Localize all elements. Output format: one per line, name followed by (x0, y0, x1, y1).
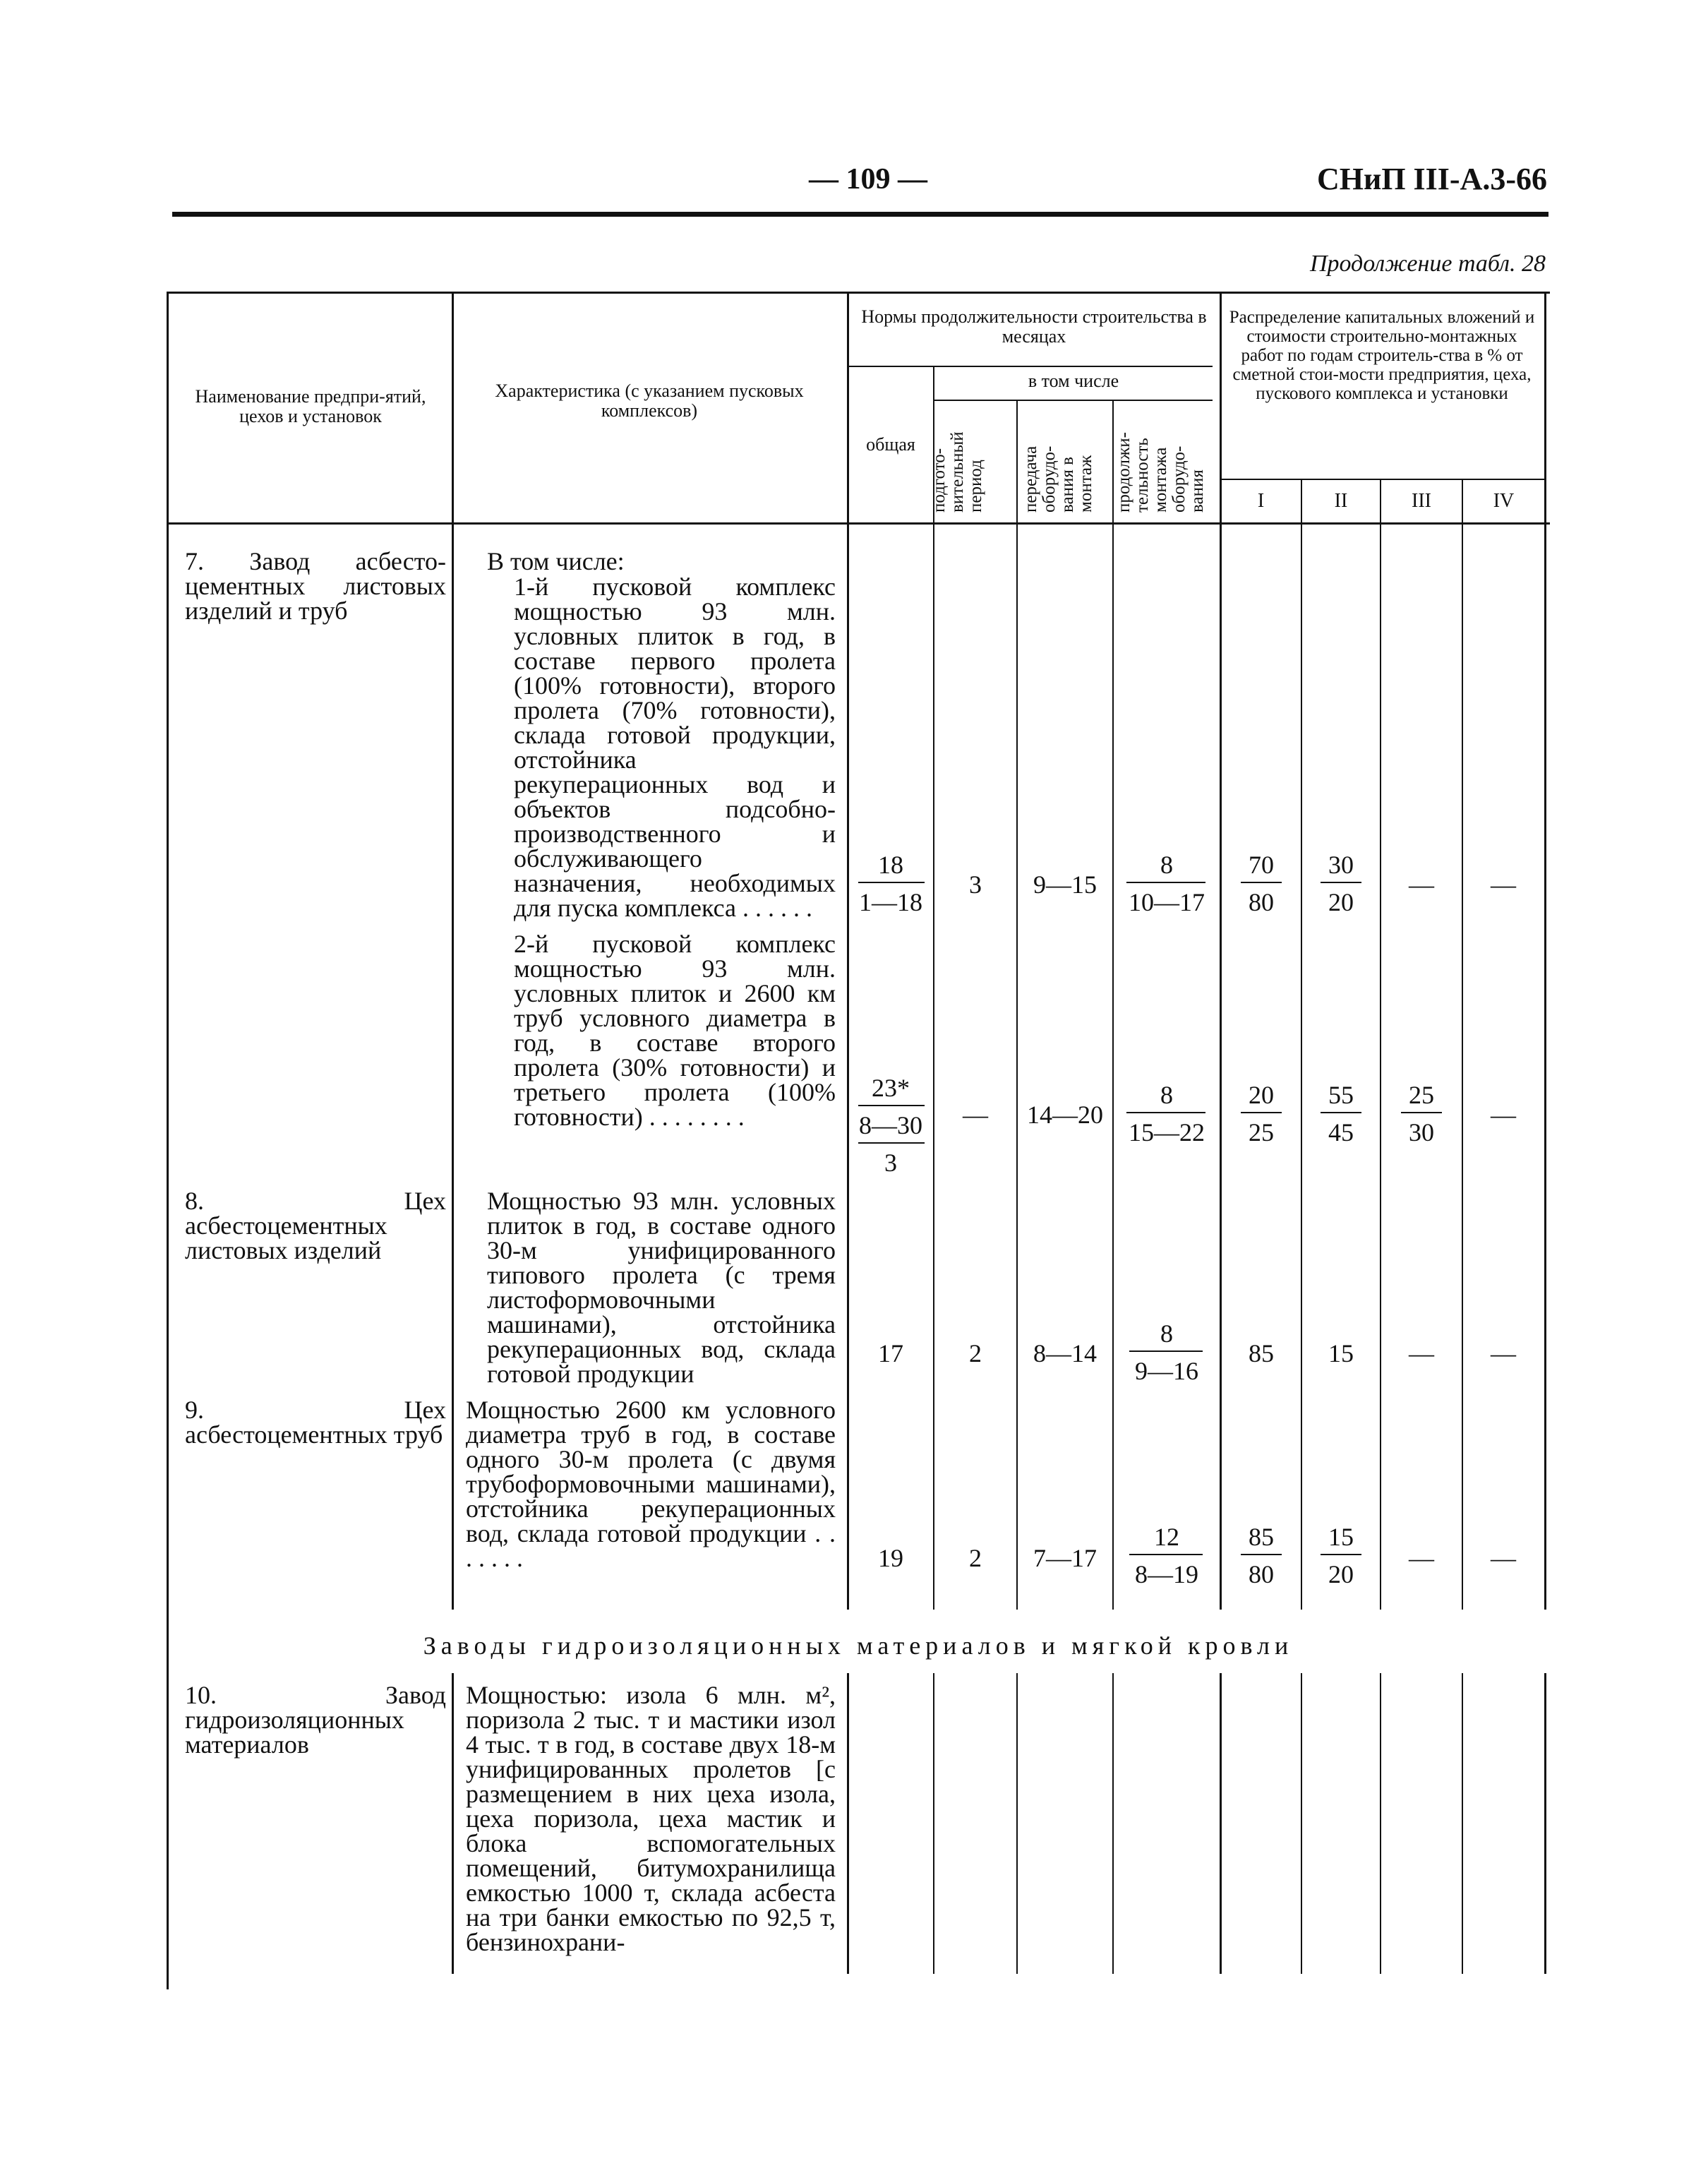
row8-name: 8. Цех асбестоцементных листовых изделий (185, 1187, 446, 1264)
row8-transfer: 8—14 (1033, 1339, 1097, 1367)
row7-c2-transfer: 14—20 (1027, 1101, 1103, 1129)
page-number: — 109 — (809, 163, 927, 196)
body-divider-norms-1 (1220, 524, 1222, 1610)
body-divider-y1-2 (1301, 1673, 1302, 1974)
col-divider-char (847, 292, 849, 522)
row7-c2-prep: — (963, 1101, 988, 1129)
row9-name: 9. Цех асбестоцементных труб (185, 1396, 446, 1449)
body-right-edge-1 (1544, 524, 1546, 1610)
row9-year2-bar (1321, 1554, 1361, 1555)
header-year-1: I (1257, 490, 1265, 512)
row7-complex1-text: 1-й пусковой комплекс мощностью 93 млн. условных плиток в год, в составе первого пролета (100% готовности), второго пролета (70% готовности), склада готовой продукции, отстойника рекуперационных вод и объектов подсобно-производственного и обслуживающего назначения, необходимых для пуска комплекса . . . . . . (514, 573, 836, 922)
body-divider-y2-1 (1380, 524, 1381, 1610)
row7-c1-install-bottom: 10—17 (1129, 888, 1205, 916)
row8-install-bottom: 9—16 (1135, 1357, 1198, 1385)
header-norms-group: Нормы продолжительности строительства в месяцах (861, 306, 1207, 347)
row7-c2-total-top: 23* (872, 1074, 910, 1102)
row9-total: 19 (878, 1544, 903, 1572)
header-equipment-transfer: передача оборудо-вания в монтаж (1021, 445, 1095, 513)
row8-prep: 2 (969, 1339, 982, 1367)
row10-text: Мощностью: изола 6 млн. м², поризола 2 тыс. т и мастики изол 4 тыс. т в год, в составе двух 18-м унифицированных пролетов [с размещением в них цеха изола, цеха поризола, цеха мастик и блока вспомогательных помещений, битумохранилища емкостью 1000 т, склада асбеста на три банки емкостью по 92,5 т, бензинохрани- (466, 1681, 836, 1956)
row7-complex2-text: 2-й пусковой комплекс мощностью 93 млн. условных плиток и 2600 км труб условного диаметра в год, в составе второго пролета (30% готовности) и третьего пролета (100% готовности) . . . . . . . . (514, 930, 836, 1131)
header-col-name: Наименование предпри-ятий, цехов и установок (195, 386, 426, 426)
row8-year1: 85 (1249, 1339, 1274, 1367)
row7-c1-total-bar (858, 882, 925, 883)
header-bottom-rule (167, 522, 1550, 525)
row7-c2-year3-top: 25 (1409, 1081, 1434, 1109)
body-divider-name-2 (452, 1673, 454, 1974)
body-divider-total-2 (933, 1673, 934, 1974)
body-divider-y1-1 (1301, 524, 1302, 1610)
header-installation-duration: продолжи-тельность монтажа оборудо-вания (1114, 431, 1207, 513)
row7-c2-year3-bottom: 30 (1409, 1118, 1434, 1146)
row7-c2-install-bar (1126, 1112, 1205, 1113)
row7-c1-year3: — (1409, 870, 1434, 899)
header-prep-period: подгото-вительный период (930, 431, 985, 513)
body-divider-prep-2 (1016, 1673, 1018, 1974)
row9-year1-top: 85 (1249, 1523, 1274, 1551)
row8-install-bar (1129, 1350, 1203, 1352)
row7-c2-total-bar1 (858, 1105, 925, 1106)
row7-c1-install-bar (1126, 882, 1205, 883)
row7-c2-year1-top: 20 (1249, 1081, 1274, 1109)
row9-year1-bottom: 80 (1249, 1560, 1274, 1588)
table-top-rule (167, 292, 1550, 294)
row7-c1-year4: — (1491, 870, 1516, 899)
row9-transfer: 7—17 (1033, 1544, 1097, 1572)
row7-c1-year2-top: 30 (1328, 851, 1354, 879)
col-divider-name (452, 292, 454, 522)
table-left-edge (167, 292, 169, 1989)
row8-total: 17 (878, 1339, 903, 1367)
row7-c1-year2-bar (1321, 882, 1361, 883)
row7-c2-total-middle: 8—30 (859, 1111, 922, 1139)
row7-c2-year4: — (1491, 1101, 1516, 1129)
body-divider-y3-1 (1462, 524, 1463, 1610)
row7-c2-year2-bar (1321, 1112, 1361, 1113)
header-year-3: III (1412, 490, 1431, 512)
body-divider-name-1 (452, 524, 454, 1610)
header-total: общая (866, 434, 915, 455)
table-continuation-caption: Продолжение табл. 28 (1309, 251, 1546, 277)
row7-c2-year2-bottom: 45 (1328, 1118, 1354, 1146)
document-code: СНиП III-А.3-66 (1316, 162, 1547, 196)
section-title: Заводы гидроизоляционных материалов и мягкой кровли (423, 1631, 1294, 1660)
body-divider-char-1 (847, 524, 849, 1610)
row7-intro: В том числе: (487, 547, 625, 575)
body-divider-prep-1 (1016, 524, 1018, 1610)
row10-name: 10. Завод гидроизоляционных материалов (185, 1681, 446, 1759)
body-divider-norms-2 (1220, 1673, 1222, 1974)
row7-c2-year2-top: 55 (1328, 1081, 1354, 1109)
incl-subrule (933, 400, 1213, 401)
norms-subrule (847, 366, 1213, 367)
body-divider-char-2 (847, 1673, 849, 1974)
row7-c2-total-bar2 (858, 1142, 925, 1144)
header-col-characteristic: Характеристика (с указанием пусковых комплексов) (495, 381, 804, 421)
row7-c2-total-bottom: 3 (884, 1149, 897, 1177)
row7-c2-year1-bottom: 25 (1249, 1118, 1274, 1146)
body-divider-y3-2 (1462, 1673, 1463, 1974)
row7-c1-year2-bottom: 20 (1328, 888, 1354, 916)
row7-c1-total-bottom: 1—18 (859, 888, 922, 916)
row7-c1-total-top: 18 (878, 851, 903, 879)
row9-text: Мощностью 2600 км условного диаметра труб в год, в составе одного 30-м пролета (с двумя трубоформовочными машинами), отстойника рекуперационных вод, склада готовой продукции . . . . . . . (466, 1396, 836, 1572)
table-right-edge (1544, 292, 1546, 522)
row8-install-top: 8 (1160, 1319, 1173, 1348)
row7-c1-prep: 3 (969, 870, 982, 899)
row7-c2-year1-bar (1241, 1112, 1282, 1113)
header-year-4: IV (1493, 490, 1515, 512)
header-distribution: Распределение капитальных вложений и стоимости строительно-монтажных работ по годам строитель-ства в % от сметной стои-мости предприятия, цеха, пускового комплекса и установки (1229, 308, 1535, 403)
row9-year2-top: 15 (1328, 1523, 1354, 1551)
row9-year4: — (1491, 1544, 1516, 1572)
years-subrule (1221, 479, 1544, 480)
header-year-2: II (1334, 490, 1348, 512)
row7-c2-install-top: 8 (1160, 1081, 1173, 1109)
body-divider-total-1 (933, 524, 934, 1610)
col-divider-transfer (1112, 400, 1114, 522)
row7-c1-year1-bar (1241, 882, 1282, 883)
row7-c1-install-top: 8 (1160, 851, 1173, 879)
row8-year3: — (1409, 1339, 1434, 1367)
row8-text: Мощностью 93 млн. условных плиток в год, в составе одного 30-м унифицированного типового пролета (с тремя листоформовочными машинами), отстойника рекуперационных вод, склада готовой продукции (487, 1187, 836, 1388)
header-rule (172, 212, 1548, 217)
row9-year2-bottom: 20 (1328, 1560, 1354, 1588)
row9-year1-bar (1241, 1554, 1282, 1555)
row7-c1-transfer: 9—15 (1033, 870, 1097, 899)
body-right-edge-2 (1544, 1673, 1546, 1974)
row9-prep: 2 (969, 1544, 982, 1572)
row8-year4: — (1491, 1339, 1516, 1367)
body-divider-y2-2 (1380, 1673, 1381, 1974)
row9-year3: — (1409, 1544, 1434, 1572)
row7-c1-year1-top: 70 (1249, 851, 1274, 879)
row8-year2: 15 (1328, 1339, 1354, 1367)
header-incl: в том числе (1028, 371, 1119, 391)
row7-c2-install-bottom: 15—22 (1129, 1118, 1205, 1146)
row9-install-top: 12 (1154, 1523, 1179, 1551)
row7-c1-year1-bottom: 80 (1249, 888, 1274, 916)
body-divider-transfer-1 (1112, 524, 1114, 1610)
row9-install-bottom: 8—19 (1135, 1560, 1198, 1588)
row9-install-bar (1129, 1554, 1203, 1555)
body-divider-transfer-2 (1112, 1673, 1114, 1974)
col-divider-norms (1220, 292, 1222, 522)
col-divider-prep (1016, 400, 1018, 522)
row7-c2-year3-bar (1401, 1112, 1442, 1113)
row7-name: 7. Завод асбесто-цементных листовых изделий и труб (185, 547, 446, 625)
